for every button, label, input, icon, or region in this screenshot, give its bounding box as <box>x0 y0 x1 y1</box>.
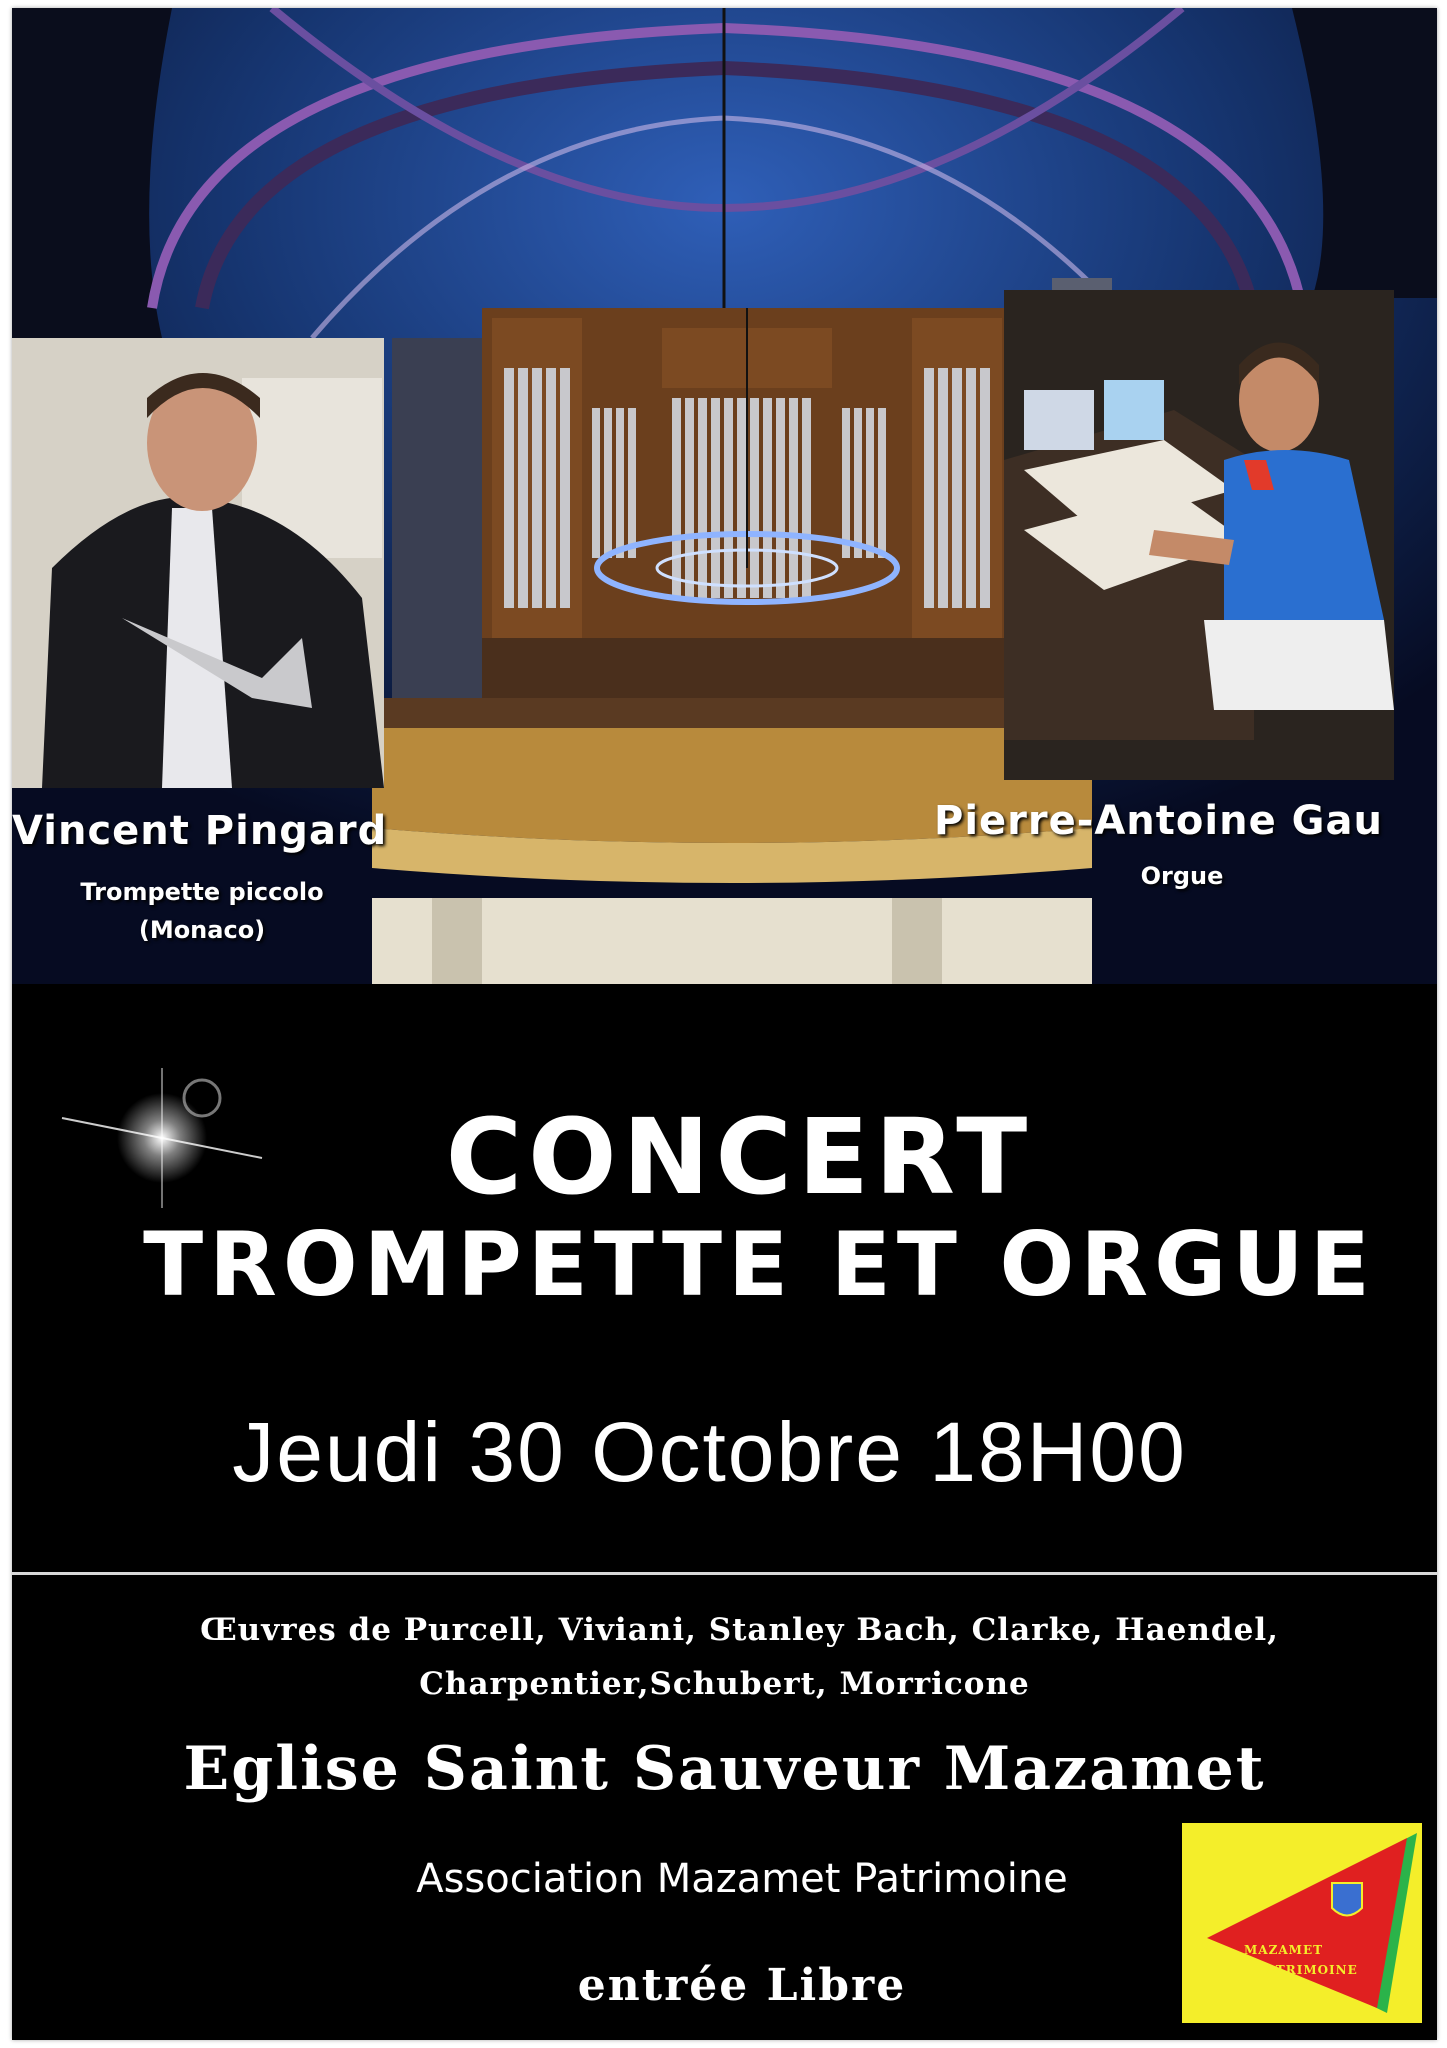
performer-role-organ: Orgue <box>1140 862 1224 890</box>
entry-info: entrée Libre <box>577 1960 907 2011</box>
performer-role-trumpet: Trompette piccolo <box>80 878 324 906</box>
performer-name-organ: Pierre-Antoine Gau <box>934 798 1383 844</box>
pipe-organ <box>482 308 1012 708</box>
logo-text-line-1: MAZAMET <box>1244 1943 1324 1957</box>
event-date: Jeudi 30 Octobre 18H00 <box>232 1405 1187 1499</box>
trumpeter-photo <box>12 338 384 788</box>
program-works-line-1: Œuvres de Purcell, Viviani, Stanley Bach, Clarke, Haendel, <box>200 1612 1279 1648</box>
logo-text-line-2: PATRIMOINE <box>1257 1963 1358 1977</box>
performer-name-trumpet: Vincent Pingard <box>12 808 388 854</box>
poster-title-line-2: TROMPETTE ET ORGUE <box>143 1213 1376 1316</box>
divider <box>12 1572 1437 1575</box>
event-venue: Eglise Saint Sauveur Mazamet <box>183 1734 1266 1804</box>
performer-origin-trumpet: (Monaco) <box>138 916 266 944</box>
church-organ-photo <box>12 8 1437 984</box>
organizer-association: Association Mazamet Patrimoine <box>416 1856 1068 1902</box>
mazamet-patrimoine-logo <box>1182 1823 1422 2023</box>
poster-title-line-1: CONCERT <box>445 1096 1034 1218</box>
organist-photo <box>1004 290 1394 780</box>
program-works-line-2: Charpentier,Schubert, Morricone <box>419 1666 1030 1702</box>
concert-poster <box>12 8 1437 2040</box>
